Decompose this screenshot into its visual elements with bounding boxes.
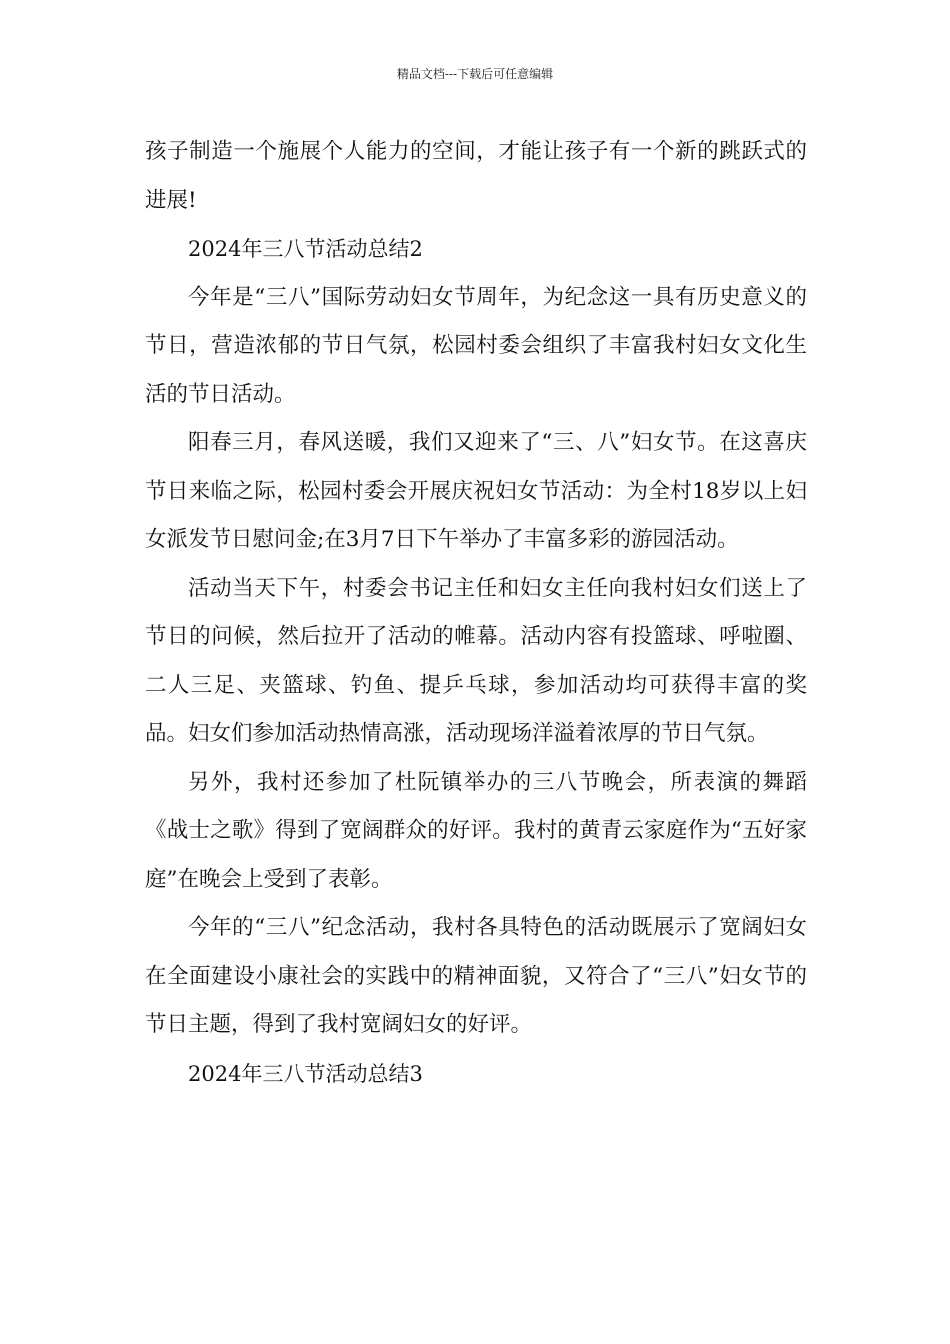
paragraph-continued: 孩子制造一个施展个人能力的空间，才能让孩子有一个新的跳跃式的进展! <box>145 139 807 213</box>
paragraph-5: 今年的“三八”纪念活动，我村各具特色的活动既展示了宽阔妇女在全面建设小康社会的实践中的精神面貌，又符合了“三八”妇女节的节日主题，得到了我村宽阔妇女的好评。 <box>145 915 807 1037</box>
section-heading-3: 2024年三八节活动总结3 <box>188 1061 423 1086</box>
paragraph-3: 活动当天下午，村委会书记主任和妇女主任向我村妇女们送上了节日的问候，然后拉开了活动的帷幕。活动内容有投篮球、呼啦圈、二人三足、夹篮球、钓鱼、提乒乓球，参加活动均可获得丰富的奖品。妇女们参加活动热情高涨，活动现场洋溢着浓厚的节日气氛。 <box>145 575 807 746</box>
paragraph-2: 阳春三月，春风送暖，我们又迎来了“三、八”妇女节。在这喜庆节日来临之际，松园村委会开展庆祝妇女节活动：为全村18岁以上妇女派发节日慰问金;在3月7日下午举办了丰富多彩的游园活动。 <box>145 430 807 552</box>
page-header: 精品文档---下载后可任意编辑 <box>396 67 554 81</box>
paragraph-1: 今年是“三八”国际劳动妇女节周年，为纪念这一具有历史意义的节日，营造浓郁的节日气氛，松园村委会组织了丰富我村妇女文化生活的节日活动。 <box>145 284 807 407</box>
document-body <box>145 128 807 1098</box>
section-heading-2: 2024年三八节活动总结2 <box>188 237 423 261</box>
paragraph-4: 另外，我村还参加了杜阮镇举办的三八节晚会，所表演的舞蹈《战士之歌》得到了宽阔群众的好评。我村的黄青云家庭作为“五好家庭”在晚会上受到了表彰。 <box>145 769 807 892</box>
